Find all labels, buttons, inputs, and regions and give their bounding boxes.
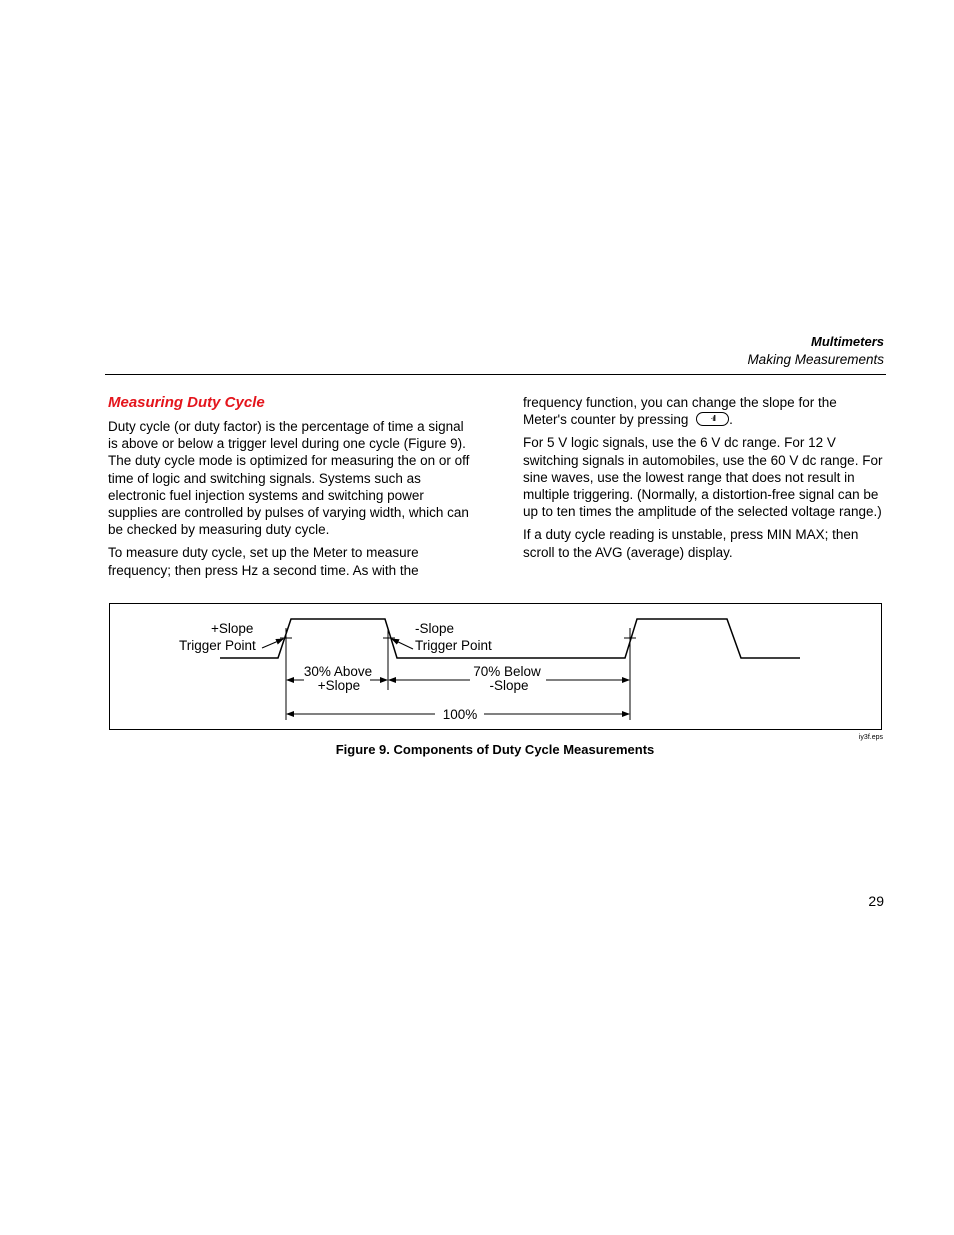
plus-trigger-label: Trigger Point (179, 638, 256, 653)
figure-caption: Figure 9. Components of Duty Cycle Measurements (335, 742, 655, 757)
waveform (220, 619, 800, 658)
header-rule (105, 374, 886, 375)
above-label-1: 30% Above (303, 664, 373, 679)
right-paragraph-1-text: frequency function, you can change the slope for the Meter's counter by pressing (523, 395, 837, 428)
left-paragraph-1: Duty cycle (or duty factor) is the percentage of time a signal is above or below a trigger level during one cycle (Figure 9). The duty cycle mode is optimized for measuring the on or off time of logic and switching signals. Systems such as electronic fuel injection systems and switching power supplies are controlled by pulses of varying width, which can be checked by measuring duty cycle. (108, 419, 470, 538)
minus-trigger-mark (383, 628, 395, 690)
figure-file-tag: iy3f.eps (858, 734, 883, 741)
full-label: 100% (442, 707, 478, 722)
speaker-button-icon: ·ıll (696, 412, 729, 426)
below-label-1: 70% Below (473, 664, 541, 679)
next-trigger-mark (624, 628, 636, 720)
right-paragraph-2: For 5 V logic signals, use the 6 V dc range. For 12 V switching signals in automobiles, use the 60 V dc range. For sine waves, use the lowest range that does not result in multiple triggering. (Normally, a distortion-free signal can be up to ten times the amplitude of the selected voltage range.) (523, 435, 883, 520)
plus-trigger-mark (280, 628, 292, 720)
right-column (523, 394, 883, 567)
minus-slope-label: -Slope (415, 621, 455, 636)
plus-trigger-pointer (262, 639, 283, 648)
header-subtitle: Making Measurements (747, 352, 884, 367)
right-paragraph-1-end: . (729, 412, 733, 428)
minus-trigger-label: Trigger Point (415, 638, 492, 653)
right-paragraph-3: If a duty cycle reading is unstable, press MIN MAX; then scroll to the AVG (average) display. (523, 527, 859, 560)
page-number: 29 (868, 893, 884, 909)
left-column (108, 418, 473, 585)
duty-cycle-diagram (110, 604, 881, 729)
figure-box (109, 603, 882, 730)
section-title: Measuring Duty Cycle (108, 394, 265, 411)
above-label-2: +Slope (317, 678, 361, 693)
below-label-2: -Slope (489, 678, 529, 693)
right-paragraph-1 (523, 394, 883, 428)
minus-trigger-pointer (392, 639, 413, 649)
header-title: Multimeters (811, 334, 884, 349)
plus-slope-label: +Slope (211, 621, 254, 636)
left-paragraph-2: To measure duty cycle, set up the Meter to measure frequency; then press Hz a second time. As with the (108, 545, 419, 578)
